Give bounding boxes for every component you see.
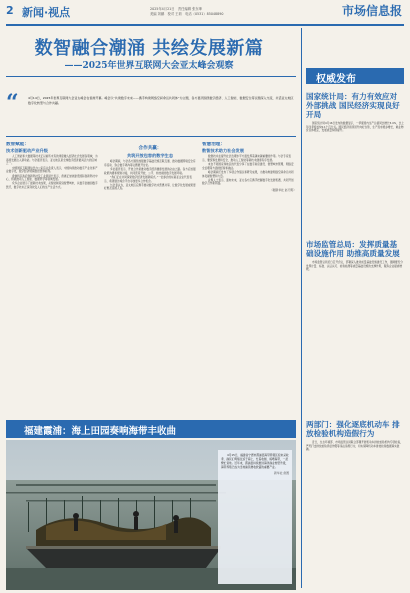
right-article-body: 市场监管总局近日召开会议，部署深入推进质量基础设施建设工作，强调要充分发挥计量、标准、认证认可、检验检测等质量基础设施的支撑作用，服务企业提质增效。: [306, 261, 403, 271]
column-2-paragraph: “我们正在共同探索数字经济发展新模式。”一位参会的东南亚企业代表表示，希望通过峰会平台寻找更多合作机会。: [104, 176, 192, 183]
column-2-paragraph: 峰会期间，与会各方围绕加强数字基础设施互联互通、推动数据跨境安全有序流动、弥合数字鸿沟等议题展开讨论。: [104, 160, 196, 167]
main-subhead: ——2025年世界互联网大会亚太峰会观察: [64, 61, 234, 71]
photo-caption-box: [218, 450, 292, 584]
page-header: [0, 0, 410, 24]
column-3-subtitle: 数智技术助力社会发展: [202, 148, 244, 153]
column-3-byline: （据新华社 赵天明）: [269, 187, 296, 192]
right-article-headline: 两部门：强化逐底机动车 排放检验机构造假行为: [306, 420, 400, 438]
column-2-title: 合作共赢：: [138, 146, 162, 151]
right-article-headline: 国家统计局：有力有效应对外部挑战 国民经济实现良好开局: [306, 92, 400, 119]
right-article-3: [306, 420, 404, 590]
subhead-rule: [6, 76, 296, 77]
column-2: [104, 142, 196, 414]
meta-line-2: 美编 刘鹏 校对 王莉 电话（0531）85048890: [150, 12, 224, 16]
header-rule: [6, 24, 404, 26]
column-2-paragraph: 与会者认为，亚太地区应携手推动数字技术普惠共享，让数字化发展成果更好惠及各国人民。: [104, 183, 196, 191]
meta-line-1: 2025年4月21日 责任编辑 张东坤: [150, 7, 202, 11]
column-3-title: 智慧治理：: [202, 142, 225, 147]
photo-feature-title: 福建霞浦：海上田园奏响海带丰收曲: [24, 426, 177, 437]
lead-paragraph: 4月14日，2025年世界互联网大会亚太峰会在香港开幕。峰会以“共建数字未来——携手构建网络空间命运共同体”为主题，各方嘉宾围绕数字经济、人工智能、数据安全等议题深入交流，共话亚太地区数字化转型与合作共赢。: [28, 96, 294, 105]
column-1-paragraph: 中国国家互联网信息办公室有关负责人表示，中国持续推动数字产业化和产业数字化，数字经济规模稳居世界前列。: [6, 166, 98, 174]
right-article-body: 国家统计局4月16日发布的数据显示，一季度国内生产总值同比增长5.4%，比上年四季度加快0.1个百分点。国民经济延续回升向好态势，生产需求稳步增长，就业物价总体稳定，发展质量持续提升。: [306, 122, 404, 132]
column-2-subtitle: 共筑开放包容的数字生态: [126, 153, 174, 158]
newspaper-logo: 市场信息报: [341, 4, 402, 18]
column-1-title: 数智赋能：: [6, 142, 29, 147]
section-title: 新闻·视点: [22, 6, 71, 19]
authority-release-label: 权威发布: [316, 74, 356, 85]
page-number: 2: [6, 4, 14, 17]
lead-rule: [6, 136, 296, 137]
column-3-paragraph: 峰会期间还发布了多项合作倡议和研究成果，为推动构建网络空间命运共同体贡献智慧和力量。: [202, 171, 294, 178]
authority-release-banner: [306, 68, 404, 84]
right-article-body: 近日，生态环境部、市场监管总局联合部署开展机动车排放检验机构专项检查，严厉打击排放检验弄虚作假等违法违规行为，切实保障机动车排放检验数据真实准确。: [306, 441, 403, 451]
column-3: [202, 142, 296, 414]
column-1-paragraph: 香港特区政府创新科技及工业局局长表示，香港正加快建设国际创新科技中心，积极推动人工智能、数据科学等领域发展。: [6, 174, 98, 181]
column-3-paragraph: 数智技术在提升社会治理水平方面发挥着越来越重要的作用。与会专家表示，要统筹发展和安全，推动人工智能等新技术健康有序发展。: [202, 155, 291, 162]
column-2-paragraph: 多位嘉宾表示，开放合作是推动数字经济健康发展的必由之路。各方应加强政策沟通和规则对接，共同营造开放、公平、非歧视的数字发展环境。: [104, 168, 196, 175]
photo-credit: 新华社 供图: [274, 471, 289, 475]
column-3-paragraph: 来自不同国家和地区的代表分享了在数字政府建设、智慧城市管理、网络安全治理等方面的经验和做法。: [202, 163, 294, 170]
right-article-1: [306, 92, 404, 232]
column-1-paragraph: 人工智能和大数据等技术正以前所未有的速度融入经济社会发展各领域，为各国发展注入新动能。与会嘉宾表示，亚太地区是全球数字经济最具活力的区域之一。: [6, 155, 98, 166]
right-article-2: [306, 240, 404, 410]
column-divider: [301, 28, 302, 588]
main-headline: 数智融合潮涌 共绘发展新篇: [34, 38, 264, 59]
column-3-paragraph: 业界人士表示，面向未来，亚太各方应携手把握数字化发展机遇，共同开创数字合作新局面。: [202, 178, 294, 186]
quote-mark-icon: “: [6, 90, 19, 116]
column-1: [6, 142, 98, 414]
photo-feature-banner: [6, 420, 296, 438]
column-1-paragraph: 众多企业展示了最新技术成果，从智能制造到智慧城市，从数字金融到数字医疗，数字技术正深刻改变人们的生产生活方式。: [6, 182, 98, 189]
right-article-headline: 市场监管总局：发挥质量基础设施作用 助推高质量发展: [306, 240, 400, 258]
column-1-subtitle: 技术创新驱动产业升级: [6, 148, 48, 153]
photo-caption: 4月15日，福建省宁德市霞浦县海带养殖区迎来采收季，渔民们驾船往返于海上，忙着收割、晾晒海带，一派繁忙景象。近年来，霞浦县持续推进海洋渔业转型升级，海带养殖已成为当地渔民增收致富的重要产业。: [221, 453, 289, 469]
